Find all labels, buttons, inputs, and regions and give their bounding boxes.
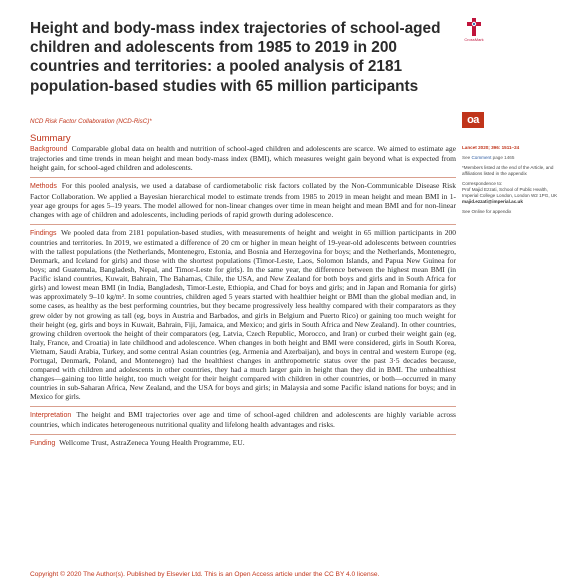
crossmark-icon: [467, 18, 481, 36]
interpretation-paragraph: [30, 410, 456, 429]
comment-prefix: See: [462, 155, 471, 160]
comment-reference: [462, 155, 558, 161]
findings-label: Findings: [30, 230, 57, 238]
section-divider: [30, 224, 456, 225]
abstract-body: [30, 144, 456, 448]
comment-link[interactable]: Comment: [471, 155, 492, 160]
online-appendix-note[interactable]: See Online for appendix: [462, 209, 512, 214]
sidebar: [462, 145, 558, 219]
journal-reference-text: Lancet 2020; 396: 1511–24: [462, 145, 520, 150]
members-note: *Members listed at the end of the Article, and affiliations listed in the appendix: [462, 165, 554, 176]
open-access-badge: oa: [462, 112, 484, 128]
correspondence-label: Correspondence to:: [462, 181, 503, 186]
background-label: Background: [30, 146, 68, 153]
methods-text: For this pooled analysis, we used a database of cardiometabolic risk factors collated by the Non-Communicable Disease Risk Factor Collaboration. We applied a Bayesian hierarchical model to estimate trends from 1985 to 2019 in mean height and mean BMI in 1-year age groups for ages 5–19 years. The model allowed for non-linear changes over time in mean height and mean BMI and for non-linear changes with age of children and adolescents, including periods of rapid growth during adolescence.: [30, 181, 456, 219]
article-title: Height and body-mass index trajectories of school-aged children and adolescents from 1985 to 2019 in 200 countries and territories: a pooled analysis of 2181 population-based studies with 65 million participants: [30, 20, 441, 95]
section-divider: [30, 177, 456, 178]
comment-suffix: page 1465: [492, 155, 515, 160]
funding-paragraph: [30, 438, 456, 448]
methods-paragraph: [30, 181, 456, 219]
findings-text: We pooled data from 2181 population-based studies, with measurements of height and weight in 65 million participants in 200 countries and territories. In 2019, we estimated a difference of 20 cm or higher in mean height of 19-year-old adolescents between countries with the tallest populations (the Netherlands, Montenegro, Estonia, and Bosnia and Herzegovina for boys; and the Netherlands, Montenegro, Denmark, and Iceland for girls) and those with the shortest populations (Timor-Leste, Laos, Solomon Islands, and Papua New Guinea for boys; and Guatemala, Bangladesh, Nepal, and Timor-Leste for girls). In the same year, the difference between the highest mean BMI (in Pacific island countries, Kuwait, Bahrain, The Bahamas, Chile, the USA, and New Zealand for both boys and girls and in South Africa for girls) and lowest mean BMI (in India, Bangladesh, Timor-Leste, Ethiopia, and Chad for boys and girls; and in Japan and Romania for girls) was approximately 9–10 kg/m². In some countries, children aged 5 years started with healthier height or BMI than the global median and, in some cases, as healthy as the best performing countries, but they became progressively less healthy compared with their comparators as they grew older by not growing as tall (eg, boys in Austria and Barbados, and girls in Belgium and Puerto Rico) or gaining too much weight for their height (eg, girls and boys in Kuwait, Bahrain, Fiji, Jamaica, and Mexico; and girls in South Africa and New Zealand). In other countries, growing children overtook the height of their comparators (eg, Latvia, Czech Republic, Morocco, and Iran) or curbed their weight gain (eg, Italy, France, and Croatia) in late childhood and adolescence. When changes in both height and BMI were considered, girls in South Korea, Vietnam, Saudi Arabia, Turkey, and some central Asian countries (eg, Armenia and Azerbaijan), and boys in central and western Europe (eg, Portugal, Denmark, Poland, and Montenegro) had the healthiest changes in anthropometric status over the past 3·5 decades because, compared with children and adolescents in other countries, they had a much larger gain in height than they did in BMI. The unhealthiest changes—gaining too little height, too much weight for their height compared with children in other countries, or both—occurred in many countries in sub-Saharan Africa, New Zealand, and the USA for boys and girls; in Malaysia and some Pacific island nations for boys; and in Mexico for girls.: [30, 228, 456, 401]
summary-heading: Summary: [30, 133, 71, 144]
funding-label: Funding: [30, 440, 56, 448]
findings-paragraph: [30, 228, 456, 401]
interpretation-label: Interpretation: [30, 411, 72, 419]
section-divider: [30, 406, 456, 407]
author-line[interactable]: NCD Risk Factor Collaboration (NCD-RisC)*: [30, 118, 152, 125]
section-divider: [30, 434, 456, 435]
background-text: Comparable global data on health and nutrition of school-aged children and adolescents are scarce. We aimed to estimate age trajectories and time trends in mean height and mean body-mass index (BMI), which measures weight gain beyond what is expected from height gain, for school-aged children and adolescents.: [30, 144, 456, 173]
interpretation-text: The height and BMI trajectories over age and time of school-aged children and adolescents are highly variable across countries, which indicates heterogeneous nutritional quality and lifelong health advantages and risks.: [30, 409, 456, 430]
funding-text: Wellcome Trust, AstraZeneca Young Health Programme, EU.: [59, 438, 245, 448]
correspondence-email[interactable]: majid.ezzati@imperial.ac.uk: [462, 199, 523, 204]
journal-reference: [462, 145, 558, 151]
copyright-text: © 2020 The Author(s). Published by Elsevier Ltd. This is an Open Access article under the CC BY 4.0 license.: [60, 571, 380, 578]
copyright-label: Copyright: [30, 571, 59, 578]
copyright-line: [30, 571, 379, 578]
background-paragraph: [30, 144, 456, 172]
correspondence-block: [462, 181, 558, 205]
crossmark-badge[interactable]: [462, 18, 486, 42]
correspondence-name: Prof Majid Ezzati, School of Public Health, Imperial College London, London W2 1PG, UK: [462, 187, 558, 198]
methods-label: Methods: [30, 183, 57, 191]
crossmark-label: CrossMark: [464, 37, 484, 42]
